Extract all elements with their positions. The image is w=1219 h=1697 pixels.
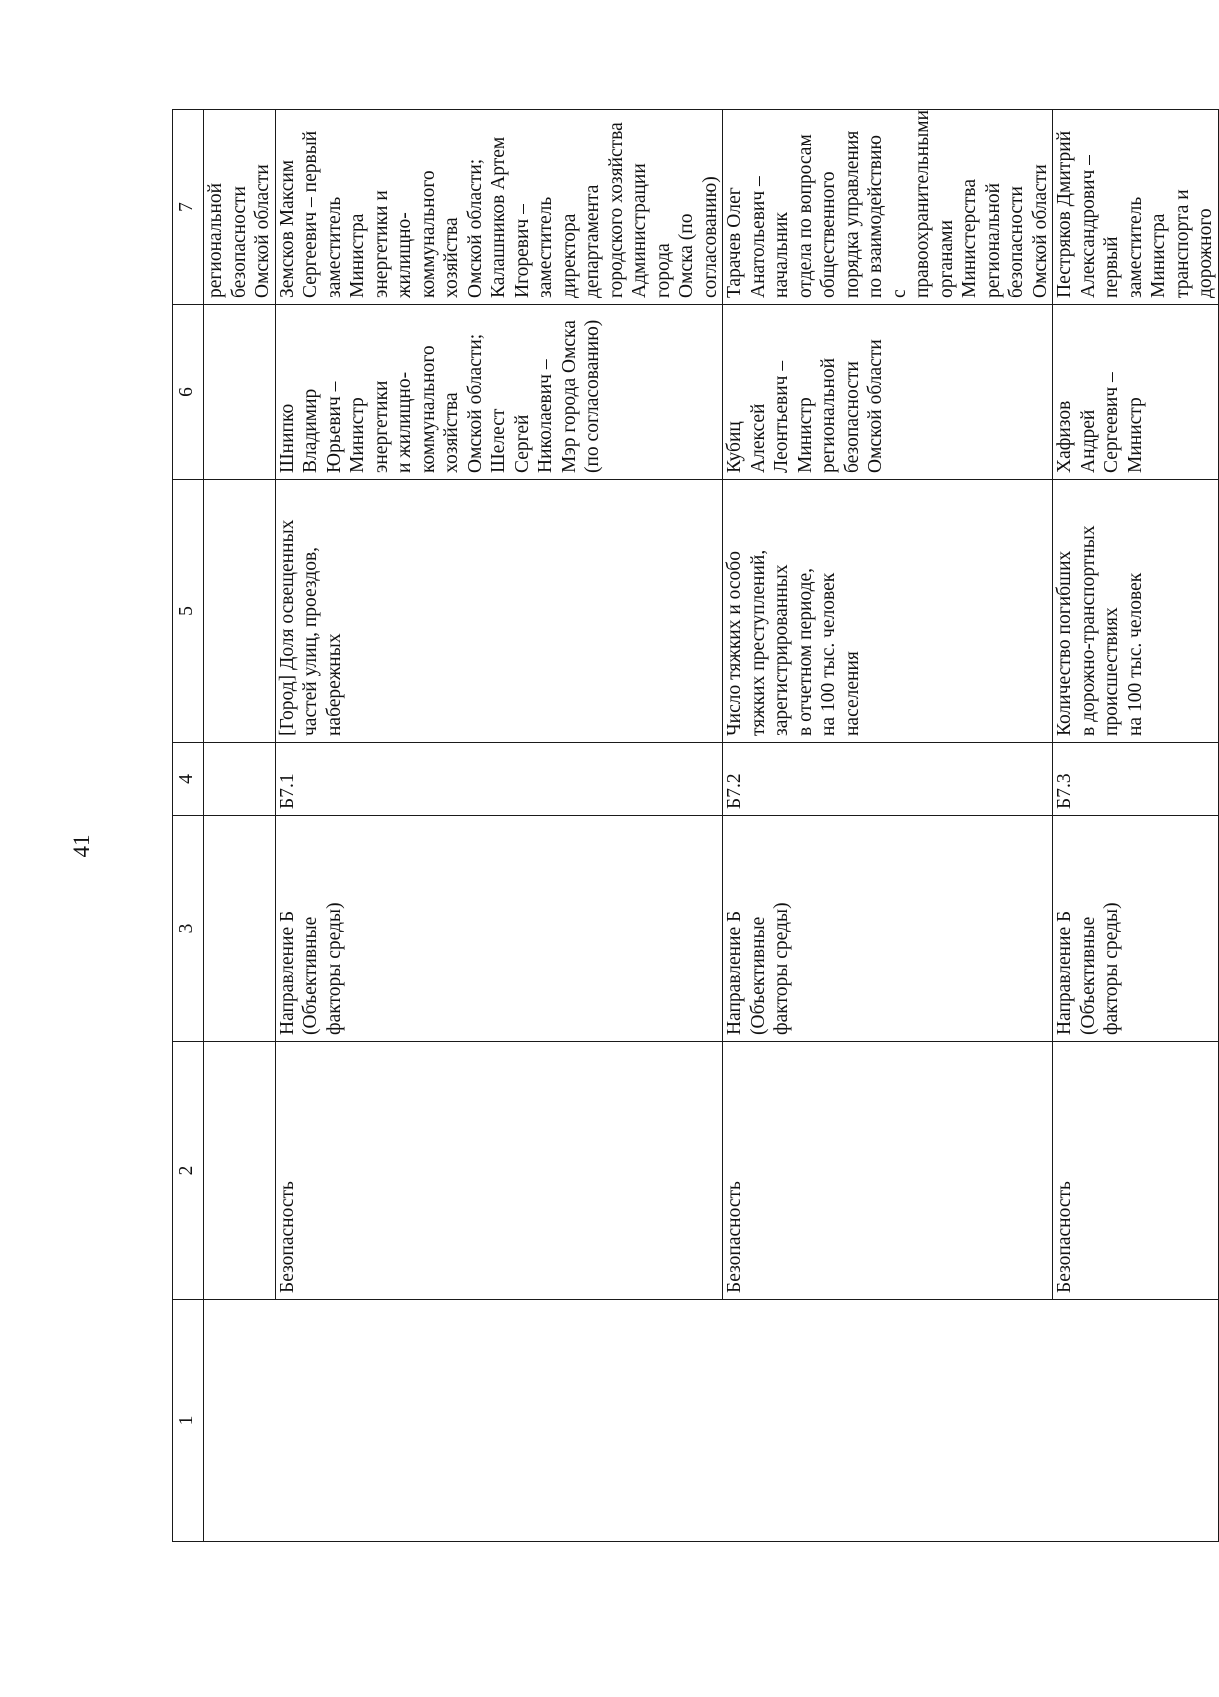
continuation-row <box>204 110 276 1542</box>
cell-responsible: Хафизов Андрей Сергеевич – Министр <box>1053 305 1219 480</box>
header-col-7: 7 <box>173 110 204 305</box>
header-col-2: 2 <box>173 1042 204 1300</box>
cell-section: Безопасность <box>1053 1042 1219 1300</box>
cell-direction: Направление Б (Объективные факторы среды) <box>723 816 1053 1042</box>
cell-code: Б7.2 <box>723 743 1053 816</box>
cell-executor: Тарачев Олег Анатольевич – начальник отдела по вопросам общественного порядка управления по взаимодействию с правоохранительными органами Министерства региональной безопасности Омской области <box>723 110 1053 305</box>
responsibility-table <box>172 109 1219 1542</box>
cell-responsible: Шнипко Владимир Юрьевич – Министр энергетики и жилищно- коммунального хозяйства Омской области; Шелест Сергей Николаевич – Мэр города Омска (по согласованию) <box>275 305 723 480</box>
header-row <box>173 110 204 1542</box>
cell-col2 <box>204 1042 276 1300</box>
cell-col6 <box>204 305 276 480</box>
cell-indicator: [Город] Доля освещенных частей улиц, проездов, набережных <box>275 480 723 743</box>
cell-section: Безопасность <box>723 1042 1053 1300</box>
cell-responsible: Кубиц Алексей Леонтьевич – Министр региональной безопасности Омской области <box>723 305 1053 480</box>
cell-section: Безопасность <box>275 1042 723 1300</box>
cell-indicator: Число тяжких и особо тяжких преступлений, зарегистрированных в отчетном периоде, на 100 тыс. человек населения <box>723 480 1053 743</box>
cell-executor: Земсков Максим Сергеевич – первый заместитель Министра энергетики и жилищно- коммунального хозяйства Омской области; Калашников Артем Игоревич – заместитель директора департамента городского хозяйства Администрации города Омска (по согласованию) <box>275 110 723 305</box>
header-col-3: 3 <box>173 816 204 1042</box>
page-number: 41 <box>69 834 94 858</box>
cell-col5 <box>204 480 276 743</box>
cell-direction: Направление Б (Объективные факторы среды) <box>1053 816 1219 1042</box>
cell-executor: Пестряков Дмитрий Александрович – первый заместитель Министра транспорта и дорожного <box>1053 110 1219 305</box>
cell-direction: Направление Б (Объективные факторы среды) <box>275 816 723 1042</box>
cell-col7-continued: региональной безопасности Омской области <box>204 110 276 305</box>
header-col-6: 6 <box>173 305 204 480</box>
header-col-1: 1 <box>173 1300 204 1542</box>
header-col-4: 4 <box>173 743 204 816</box>
col1-merged-cell <box>204 1300 1219 1542</box>
cell-col3 <box>204 816 276 1042</box>
cell-col4 <box>204 743 276 816</box>
rotated-table-container <box>172 109 1216 1542</box>
cell-code: Б7.3 <box>1053 743 1219 816</box>
header-col-5: 5 <box>173 480 204 743</box>
cell-indicator: Количество погибших в дорожно-транспортных происшествиях на 100 тыс. человек <box>1053 480 1219 743</box>
cell-code: Б7.1 <box>275 743 723 816</box>
